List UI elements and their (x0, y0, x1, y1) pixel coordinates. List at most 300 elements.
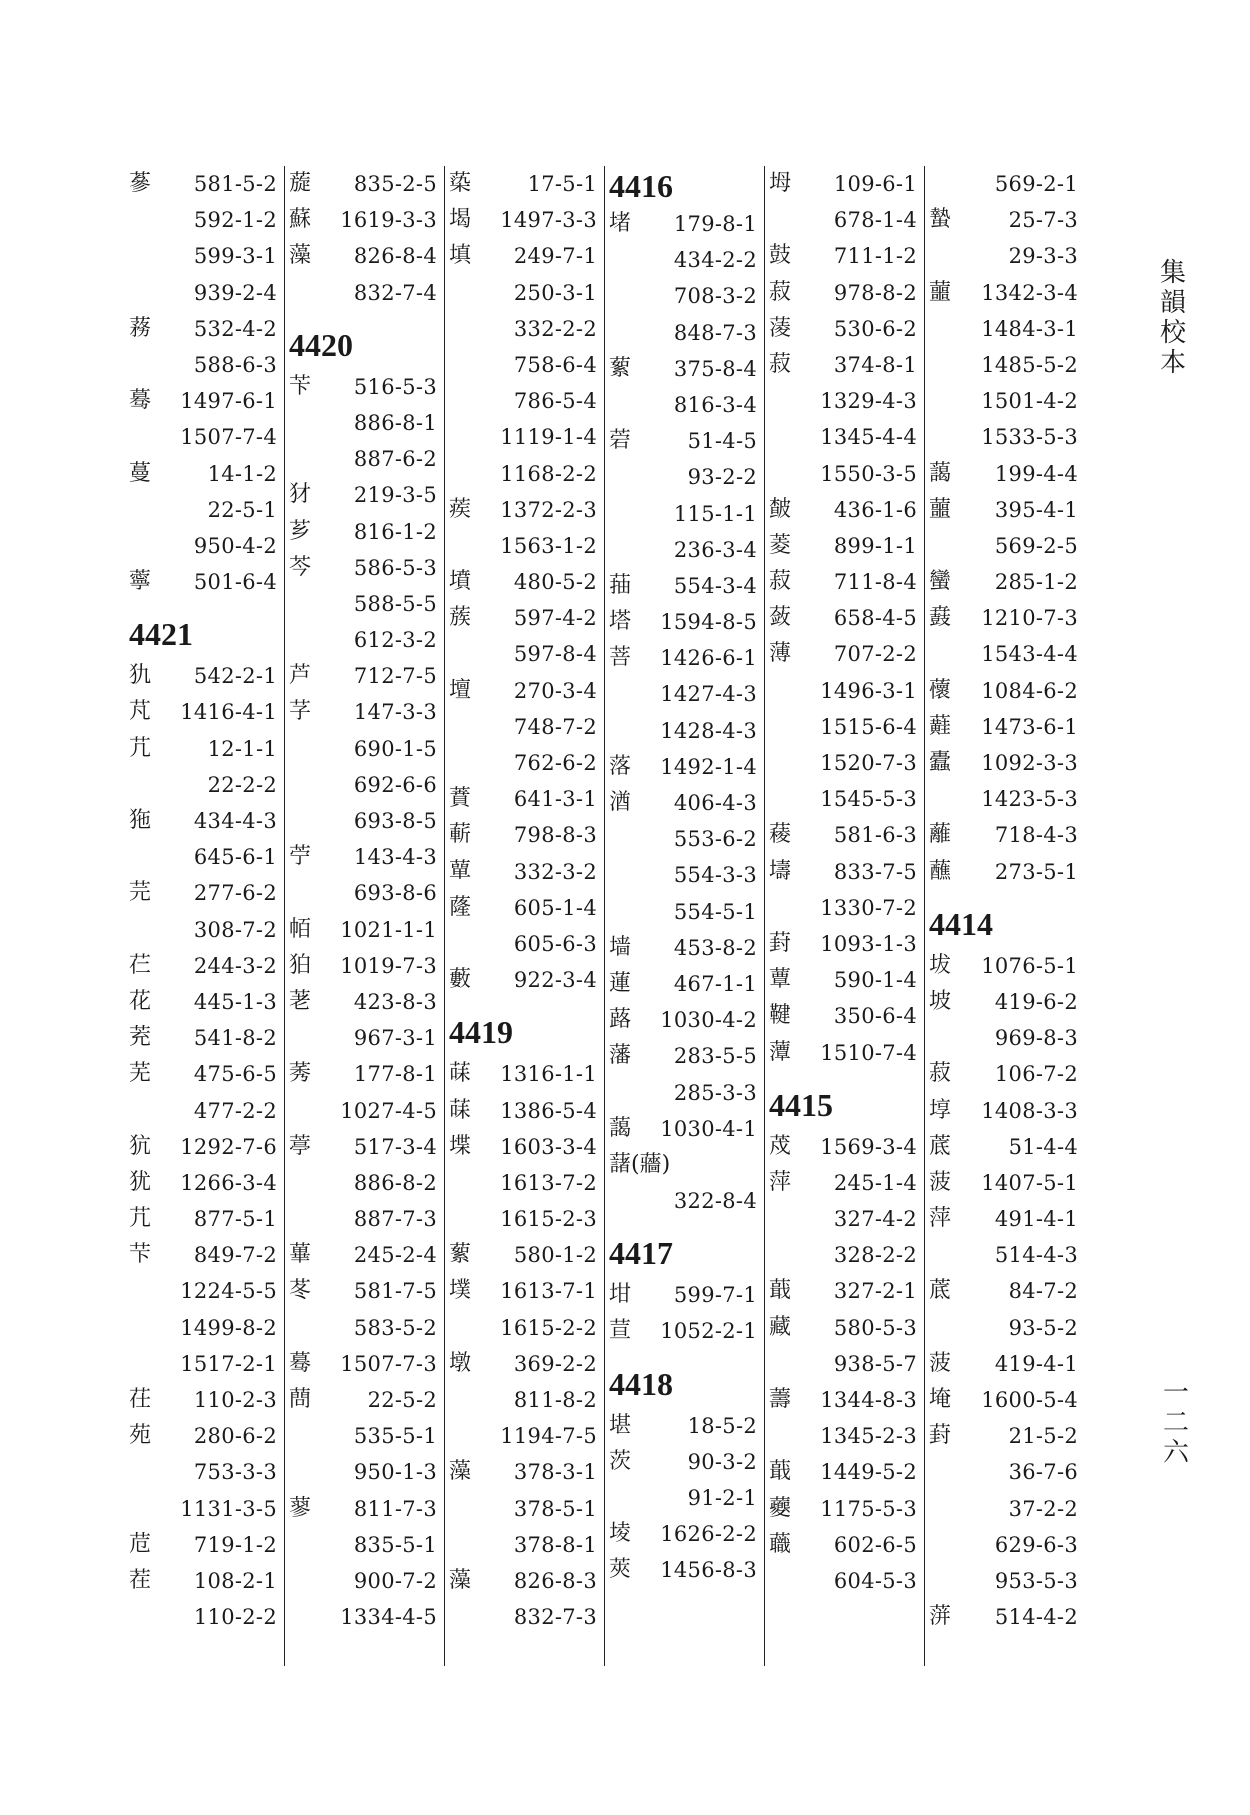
headword: 蘷 (769, 1495, 792, 1521)
index-row (289, 948, 437, 984)
index-row (609, 387, 757, 423)
page-reference: 1594-8-5 (660, 610, 757, 635)
index-row (129, 1599, 277, 1635)
section-heading: 4419 (449, 1014, 513, 1051)
page-reference: 285-3-3 (673, 1080, 757, 1105)
page-reference: 177-8-1 (353, 1062, 437, 1087)
headword: 鼖 (929, 605, 952, 631)
page-reference: 1510-7-4 (820, 1040, 917, 1065)
index-row (929, 1563, 1078, 1599)
index-row (129, 238, 277, 274)
page-reference: 516-5-3 (353, 374, 437, 399)
page-reference: 629-6-3 (994, 1532, 1078, 1557)
index-row (289, 1491, 437, 1527)
index-row (449, 636, 597, 672)
index-row (929, 1491, 1078, 1527)
page-reference: 51-4-5 (687, 429, 757, 454)
index-row (289, 1020, 437, 1056)
index-row (609, 930, 757, 966)
headword: 堨 (449, 207, 472, 233)
index-row (609, 857, 757, 893)
headword: 菽 (929, 1061, 952, 1087)
page-reference: 480-5-2 (513, 570, 597, 595)
index-row (769, 1035, 917, 1071)
page-reference: 712-7-5 (353, 664, 437, 689)
headword: 菽 (769, 351, 792, 377)
index-row (769, 781, 917, 817)
page-reference: 332-2-2 (513, 316, 597, 341)
index-row (929, 1201, 1078, 1237)
index-row (929, 528, 1078, 564)
index-row (929, 636, 1078, 672)
index-row (449, 492, 597, 528)
headword: 堵 (609, 211, 632, 236)
section-heading: 4416 (609, 168, 673, 204)
page-reference: 1292-7-6 (180, 1134, 277, 1159)
page-reference: 580-5-3 (833, 1315, 917, 1340)
index-row (609, 604, 757, 640)
index-column-3 (445, 166, 605, 1666)
page-reference: 816-1-2 (353, 519, 437, 544)
page-reference: 25-7-3 (1008, 208, 1078, 233)
page-reference: 811-7-3 (353, 1496, 437, 1521)
index-row (769, 1165, 917, 1201)
index-row (769, 1491, 917, 1527)
index-row (769, 636, 917, 672)
page-reference: 542-2-1 (193, 664, 277, 689)
index-row (449, 1273, 597, 1309)
page-reference: 1619-3-3 (340, 208, 437, 233)
headword: 茺 (129, 1025, 152, 1051)
index-row (609, 966, 757, 1002)
page-reference: 1615-2-3 (500, 1207, 597, 1232)
page-reference: 748-7-2 (513, 714, 597, 739)
page-reference: 588-6-3 (193, 352, 277, 377)
headword: 蔹 (769, 605, 792, 631)
page-reference: 491-4-1 (994, 1207, 1078, 1232)
page-reference: 1496-3-1 (820, 678, 917, 703)
page-reference: 51-4-4 (1008, 1134, 1078, 1159)
headword: 芓 (289, 699, 312, 725)
index-row (449, 1563, 597, 1599)
headword: 填 (449, 243, 472, 269)
page-reference: 374-8-1 (833, 352, 917, 377)
index-row (769, 1201, 917, 1237)
index-row (129, 1020, 277, 1056)
page-reference: 1613-7-1 (500, 1279, 597, 1304)
page-reference: 580-1-2 (513, 1243, 597, 1268)
page-reference: 395-4-1 (994, 497, 1078, 522)
headword: 蘹 (929, 677, 952, 703)
index-row (289, 369, 437, 405)
index-row (449, 1093, 597, 1129)
page-reference: 849-7-2 (193, 1243, 277, 1268)
page-reference: 1027-4-5 (340, 1098, 437, 1123)
headword: 藻 (289, 243, 312, 269)
index-row (609, 1183, 757, 1219)
headword: 葑 (769, 930, 792, 956)
headword: 藹 (929, 460, 952, 486)
index-row (929, 673, 1078, 709)
index-row (769, 311, 917, 347)
index-row (609, 1002, 757, 1038)
index-row (449, 745, 597, 781)
page-reference: 1330-7-2 (820, 895, 917, 920)
index-row (929, 1346, 1078, 1382)
page-reference: 599-7-1 (673, 1283, 757, 1308)
page-reference: 1501-4-2 (981, 389, 1078, 414)
page-reference: 1329-4-3 (820, 389, 917, 414)
page-reference: 1175-5-3 (820, 1496, 917, 1521)
index-row (129, 1129, 277, 1165)
headword: 狛 (289, 952, 312, 978)
headword: 墣 (449, 1278, 472, 1304)
headword: 堎 (609, 1521, 632, 1547)
page-reference: 798-8-3 (513, 823, 597, 848)
page-reference: 588-5-5 (353, 591, 437, 616)
headword: 埯 (929, 1387, 952, 1412)
headword: 蔪 (449, 822, 472, 848)
page-reference: 833-7-5 (833, 859, 917, 884)
index-row (609, 351, 757, 387)
index-row (129, 803, 277, 839)
page-reference: 219-3-5 (353, 483, 437, 508)
headword: 葶 (289, 1133, 312, 1159)
index-row (289, 731, 437, 767)
headword: 蘁 (929, 496, 952, 522)
page-reference: 950-1-3 (353, 1460, 437, 1485)
page-reference: 950-4-2 (193, 533, 277, 558)
page-reference: 22-5-2 (367, 1388, 437, 1412)
index-row (289, 275, 437, 311)
headword: 蟄 (929, 207, 952, 233)
headword: 葑 (929, 1423, 952, 1449)
page-reference: 1093-1-3 (820, 931, 917, 956)
index-row (129, 311, 277, 347)
headword: 墙 (609, 934, 632, 960)
page-reference: 1569-3-4 (820, 1134, 917, 1159)
headword: 蕺 (769, 1459, 792, 1485)
index-row (289, 1527, 437, 1563)
index-row (449, 1527, 597, 1563)
page-reference: 553-6-2 (673, 827, 757, 852)
page-reference: 1485-5-2 (981, 352, 1078, 377)
index-row (289, 912, 437, 948)
index-row (769, 564, 917, 600)
headword: 菪 (609, 428, 632, 454)
headword: 藏 (769, 1314, 792, 1340)
index-row (129, 492, 277, 528)
page-reference: 541-8-2 (193, 1026, 277, 1051)
index-row (289, 875, 437, 911)
page-reference: 811-8-2 (513, 1388, 597, 1412)
page-reference: 273-5-1 (994, 859, 1078, 884)
headword: 蔘 (129, 171, 152, 196)
index-row (769, 745, 917, 781)
section-heading: 4418 (609, 1365, 673, 1402)
index-row (289, 441, 437, 477)
index-row (929, 1093, 1078, 1129)
page-reference: 887-7-3 (353, 1207, 437, 1232)
section-heading: 4421 (129, 616, 193, 653)
index-row (929, 1599, 1078, 1635)
index-row (449, 456, 597, 492)
index-row (769, 1563, 917, 1599)
page-reference: 599-3-1 (193, 244, 277, 269)
index-row (289, 1346, 437, 1382)
index-row (449, 311, 597, 347)
page-reference: 832-7-4 (353, 280, 437, 305)
headword: 芫 (129, 880, 152, 906)
page-reference: 84-7-2 (1008, 1279, 1078, 1304)
index-row (609, 1038, 757, 1074)
page-reference: 586-5-3 (353, 555, 437, 580)
page-reference: 37-2-2 (1008, 1496, 1078, 1521)
note-text: 藷(蘠) (609, 1151, 671, 1177)
page-reference: 378-8-1 (513, 1532, 597, 1557)
page-reference: 453-8-2 (673, 935, 757, 960)
index-row (449, 1491, 597, 1527)
headword: 蓤 (769, 315, 792, 341)
index-row (289, 767, 437, 803)
page-reference: 115-1-1 (673, 501, 757, 526)
page-reference: 1416-4-1 (180, 700, 277, 725)
page-reference: 641-3-1 (513, 787, 597, 812)
headword: 堪 (609, 1412, 632, 1438)
headword: 鞬 (769, 1003, 792, 1029)
page-reference: 327-2-1 (833, 1279, 917, 1304)
headword: 菋 (449, 1097, 472, 1123)
index-row (769, 1346, 917, 1382)
page-reference: 758-6-4 (513, 352, 597, 377)
headword: 芗 (289, 518, 312, 544)
page-reference: 199-4-4 (994, 461, 1078, 486)
headword: 埻 (929, 1097, 952, 1123)
index-row (289, 1563, 437, 1599)
index-row (769, 1418, 917, 1454)
page-reference: 308-7-2 (193, 917, 277, 942)
headword: 坩 (609, 1282, 632, 1308)
page-reference: 1194-7-5 (500, 1424, 597, 1449)
headword: 菩 (609, 645, 632, 671)
page-reference: 1615-2-2 (500, 1315, 597, 1340)
index-row (609, 1075, 757, 1111)
headword: 茬 (129, 1567, 152, 1593)
page-reference: 327-4-2 (833, 1207, 917, 1232)
page-reference: 1084-6-2 (981, 678, 1078, 703)
index-row (609, 894, 757, 930)
page-number: 一二六 (1162, 1378, 1189, 1468)
page-reference: 106-7-2 (994, 1062, 1078, 1087)
page-reference: 322-8-4 (673, 1189, 757, 1214)
index-row (609, 315, 757, 351)
page-reference: 645-6-1 (193, 845, 277, 870)
index-row (289, 1273, 437, 1309)
page-reference: 1563-1-2 (500, 533, 597, 558)
index-row (609, 1111, 757, 1147)
index-row (449, 1201, 597, 1237)
headword: 墩 (449, 1350, 472, 1376)
index-row (449, 347, 597, 383)
page-reference: 328-2-2 (833, 1243, 917, 1268)
page-reference: 554-5-1 (673, 899, 757, 924)
index-row (449, 709, 597, 745)
index-row (449, 781, 597, 817)
page-reference: 270-3-4 (513, 678, 597, 703)
page-reference: 1266-3-4 (180, 1170, 277, 1195)
headword: 蓦 (289, 1350, 312, 1376)
page-reference: 245-2-4 (353, 1243, 437, 1268)
page-reference: 581-6-3 (833, 823, 917, 848)
index-row (289, 803, 437, 839)
page-reference: 938-5-7 (833, 1351, 917, 1376)
headword: 犲 (289, 482, 312, 508)
index-row (769, 817, 917, 853)
index-row (449, 1129, 597, 1165)
headword: 芜 (129, 1061, 152, 1087)
headword: 狏 (129, 808, 152, 833)
page-reference: 1345-2-3 (820, 1424, 917, 1449)
page-reference: 969-8-3 (994, 1026, 1078, 1051)
page-reference: 12-1-1 (207, 736, 277, 761)
index-row (929, 456, 1078, 492)
page-reference: 22-5-1 (207, 497, 277, 522)
index-row (129, 166, 277, 202)
index-row (929, 600, 1078, 636)
page-reference: 236-3-4 (673, 537, 757, 562)
page-reference: 569-2-5 (994, 533, 1078, 558)
index-row (449, 1237, 597, 1273)
page-reference: 1224-5-5 (180, 1279, 277, 1304)
page-reference: 592-1-2 (193, 208, 277, 233)
index-row (449, 673, 597, 709)
page-reference: 21-5-2 (1008, 1424, 1078, 1449)
page-reference: 953-5-3 (994, 1568, 1078, 1593)
page-reference: 887-6-2 (353, 447, 437, 472)
page-reference: 1543-4-4 (981, 642, 1078, 667)
index-row (289, 1201, 437, 1237)
page-reference: 378-3-1 (513, 1460, 597, 1485)
page-reference: 475-6-5 (193, 1062, 277, 1087)
page-reference: 1550-3-5 (820, 461, 917, 486)
page-reference: 250-3-1 (513, 280, 597, 305)
index-row (769, 1382, 917, 1418)
headword: 藹 (609, 1115, 632, 1141)
page-reference: 517-3-4 (353, 1134, 437, 1159)
page-reference: 406-4-3 (673, 791, 757, 815)
headword: 菽 (769, 569, 792, 595)
headword: 苄 (289, 373, 312, 399)
index-row (929, 202, 1078, 238)
index-row (769, 492, 917, 528)
page-reference: 280-6-2 (193, 1424, 277, 1449)
page-reference: 899-1-1 (833, 533, 917, 558)
page-reference: 90-3-2 (687, 1449, 757, 1474)
headword: 蓦 (129, 388, 152, 414)
index-row (449, 1165, 597, 1201)
index-row (129, 275, 277, 311)
index-row (609, 1277, 757, 1313)
page-reference: 1092-3-3 (981, 751, 1078, 775)
index-row (929, 854, 1078, 890)
page-reference: 1386-5-4 (500, 1098, 597, 1123)
section-heading: 4414 (929, 905, 993, 942)
page-reference: 707-2-2 (833, 642, 917, 667)
page-reference: 605-1-4 (513, 895, 597, 920)
index-row (449, 275, 597, 311)
index-row (609, 1444, 757, 1480)
index-row (929, 492, 1078, 528)
headword: 菋 (449, 1061, 472, 1087)
headword: 坺 (929, 952, 952, 978)
headword: 蘁 (929, 279, 952, 305)
page-reference: 110-2-3 (193, 1388, 277, 1412)
page-reference: 753-3-3 (193, 1460, 277, 1485)
page-reference: 29-3-3 (1008, 244, 1078, 269)
headword: 蕺 (769, 1278, 792, 1304)
headword: 蕠 (609, 355, 632, 381)
index-row (449, 890, 597, 926)
index-row (929, 1020, 1078, 1056)
index-row (449, 528, 597, 564)
index-row (929, 383, 1078, 419)
page-reference: 1515-6-4 (820, 714, 917, 739)
headword: 菠 (929, 1350, 952, 1376)
index-row (289, 622, 437, 658)
page-reference: 147-3-3 (353, 700, 437, 725)
page-reference: 1423-5-3 (981, 787, 1078, 812)
page-reference: 816-3-4 (673, 392, 757, 417)
index-row (449, 926, 597, 962)
page-reference: 693-8-6 (353, 881, 437, 906)
page-reference: 826-8-4 (353, 244, 437, 269)
index-row (129, 528, 277, 564)
index-row (289, 1418, 437, 1454)
page-reference: 1497-6-1 (180, 389, 277, 414)
index-row (769, 1237, 917, 1273)
page-reference: 848-7-3 (673, 320, 757, 345)
index-row (289, 694, 437, 730)
page-reference: 244-3-2 (193, 953, 277, 978)
index-row (929, 311, 1078, 347)
page-reference: 612-3-2 (353, 628, 437, 653)
page-reference: 1030-4-1 (660, 1116, 757, 1141)
page-reference: 978-8-2 (833, 280, 917, 305)
page-reference: 1600-5-4 (981, 1388, 1078, 1412)
index-row (769, 275, 917, 311)
headword: 芁 (129, 1206, 152, 1232)
index-row (129, 1056, 277, 1092)
page-reference: 1030-4-2 (660, 1008, 757, 1033)
index-row (289, 238, 437, 274)
section-heading: 4417 (609, 1235, 673, 1272)
index-row (769, 1310, 917, 1346)
headword: 落 (609, 753, 632, 779)
page-reference: 109-6-1 (833, 172, 917, 196)
index-row (449, 1382, 597, 1418)
page-reference: 900-7-2 (353, 1568, 437, 1593)
index-row (609, 568, 757, 604)
index-row (929, 275, 1078, 311)
page-reference: 1021-1-1 (340, 917, 437, 942)
index-row (449, 817, 597, 853)
index-row (609, 278, 757, 314)
index-row (289, 166, 437, 202)
page-reference: 514-4-3 (994, 1243, 1078, 1268)
running-title: 集韻校本 (1159, 258, 1186, 378)
index-row (609, 206, 757, 242)
index-row (609, 821, 757, 857)
